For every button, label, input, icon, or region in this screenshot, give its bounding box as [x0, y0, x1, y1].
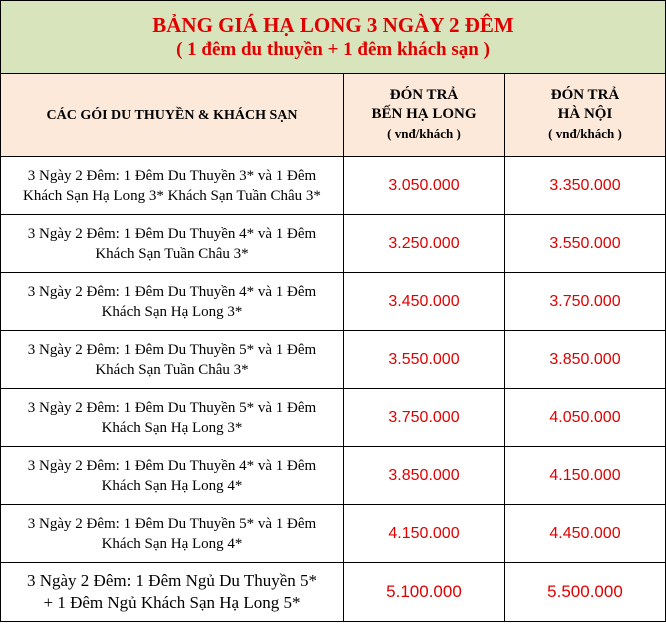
header-hanoi-line1: ĐÓN TRẢ	[550, 87, 620, 103]
package-line2: Khách Sạn Hạ Long 3*	[101, 303, 243, 320]
price-hanoi: 4.450.000	[505, 505, 666, 563]
package-line1: 3 Ngày 2 Đêm: 1 Đêm Du Thuyền 5* và 1 Đêm	[27, 399, 317, 416]
title-cell	[1, 1, 666, 74]
package-cell	[1, 563, 344, 622]
price-halong: 3.550.000	[344, 331, 505, 389]
package-line2: Khách Sạn Hạ Long 3* Khách Sạn Tuần Châu 3*	[23, 187, 321, 204]
price-hanoi: 4.150.000	[505, 447, 666, 505]
package-line1: 3 Ngày 2 Đêm: 1 Đêm Ngủ Du Thuyền 5*	[26, 571, 318, 590]
package-cell	[1, 331, 344, 389]
package-cell	[1, 505, 344, 563]
header-row	[1, 74, 666, 157]
header-hanoi	[505, 74, 666, 157]
header-halong	[344, 74, 505, 157]
table-row	[1, 447, 666, 505]
table-row	[1, 563, 666, 622]
price-hanoi: 3.750.000	[505, 273, 666, 331]
header-halong-unit: ( vnđ/khách )	[387, 126, 461, 141]
price-halong: 5.100.000	[344, 563, 505, 622]
package-cell	[1, 157, 344, 215]
package-line2: Khách Sạn Tuần Châu 3*	[95, 245, 249, 262]
table-row	[1, 215, 666, 273]
table-row	[1, 273, 666, 331]
package-line1: 3 Ngày 2 Đêm: 1 Đêm Du Thuyền 4* và 1 Đêm	[27, 225, 317, 242]
package-line2: Khách Sạn Hạ Long 4*	[101, 535, 243, 552]
price-halong: 3.450.000	[344, 273, 505, 331]
header-package-label: CÁC GÓI DU THUYỀN & KHÁCH SẠN	[46, 108, 298, 123]
package-cell	[1, 215, 344, 273]
package-line1: 3 Ngày 2 Đêm: 1 Đêm Du Thuyền 4* và 1 Đêm	[27, 283, 317, 300]
header-hanoi-line2: HÀ NỘI	[557, 106, 613, 122]
package-line1: 3 Ngày 2 Đêm: 1 Đêm Du Thuyền 3* và 1 Đêm	[27, 167, 317, 184]
package-line2: + 1 Đêm Ngủ Khách Sạn Hạ Long 5*	[43, 593, 301, 612]
header-halong-line2: BẾN HẠ LONG	[371, 106, 477, 122]
table-row	[1, 505, 666, 563]
header-hanoi-unit: ( vnđ/khách )	[548, 126, 622, 141]
package-line2: Khách Sạn Hạ Long 4*	[101, 477, 243, 494]
price-hanoi: 3.550.000	[505, 215, 666, 273]
package-line1: 3 Ngày 2 Đêm: 1 Đêm Du Thuyền 4* và 1 Đêm	[27, 457, 317, 474]
package-line1: 3 Ngày 2 Đêm: 1 Đêm Du Thuyền 5* và 1 Đêm	[27, 341, 317, 358]
price-halong: 3.750.000	[344, 389, 505, 447]
package-cell	[1, 447, 344, 505]
header-package	[1, 74, 344, 157]
price-halong: 3.250.000	[344, 215, 505, 273]
package-cell	[1, 273, 344, 331]
table-row	[1, 389, 666, 447]
price-halong: 4.150.000	[344, 505, 505, 563]
table-subtitle: ( 1 đêm du thuyền + 1 đêm khách sạn )	[176, 39, 490, 60]
table-row	[1, 157, 666, 215]
header-halong-line1: ĐÓN TRẢ	[389, 87, 459, 103]
price-halong: 3.850.000	[344, 447, 505, 505]
package-line2: Khách Sạn Hạ Long 3*	[101, 419, 243, 436]
table-row	[1, 331, 666, 389]
package-cell	[1, 389, 344, 447]
package-line2: Khách Sạn Tuần Châu 3*	[95, 361, 249, 378]
price-halong: 3.050.000	[344, 157, 505, 215]
price-hanoi: 5.500.000	[505, 563, 666, 622]
price-hanoi: 3.850.000	[505, 331, 666, 389]
title-row	[1, 1, 666, 74]
package-line1: 3 Ngày 2 Đêm: 1 Đêm Du Thuyền 5* và 1 Đêm	[27, 515, 317, 532]
price-hanoi: 4.050.000	[505, 389, 666, 447]
table-title: BẢNG GIÁ HẠ LONG 3 NGÀY 2 ĐÊM	[152, 13, 514, 37]
price-hanoi: 3.350.000	[505, 157, 666, 215]
